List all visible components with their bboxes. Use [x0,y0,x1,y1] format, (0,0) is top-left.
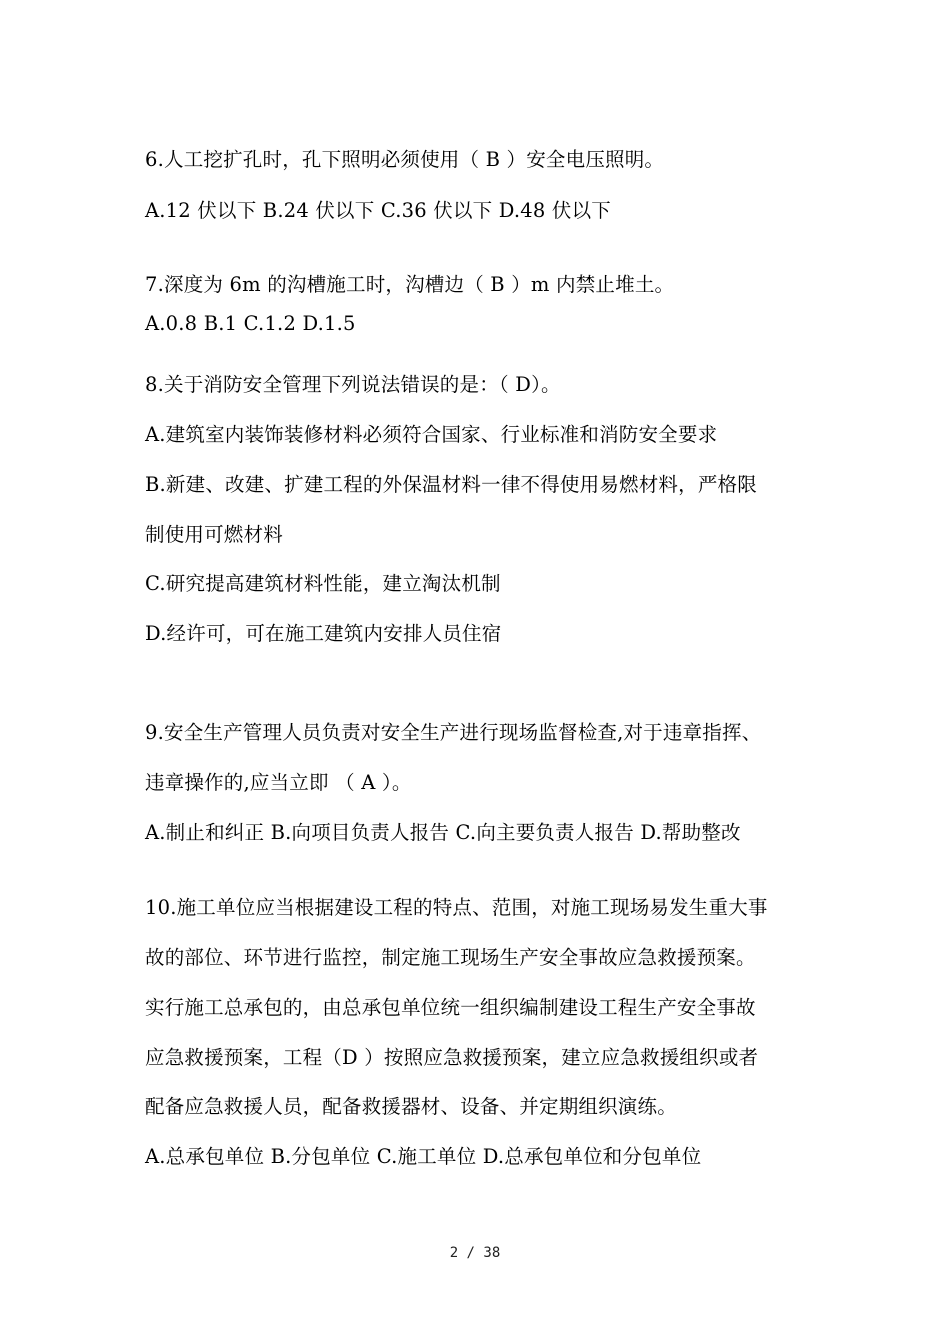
question-6-stem: 6.人工挖扩孔时，孔下照明必须使用（ B ）安全电压照明。 [145,148,665,171]
question-8-option-b-cont: 制使用可燃材料 [145,523,283,546]
question-10-stem-line-4: 应急救援预案，工程（D ）按照应急救援预案，建立应急救援组织或者 [145,1046,759,1069]
question-9-stem-line-1: 9.安全生产管理人员负责对安全生产进行现场监督检查,对于违章指挥、 [145,721,762,744]
question-10-stem-line-1: 10.施工单位应当根据建设工程的特点、范围，对施工现场易发生重大事 [145,896,768,919]
question-9-stem-line-2: 违章操作的,应当立即 （ A ）。 [145,771,412,794]
question-6-options: A.12 伏以下 B.24 伏以下 C.36 伏以下 D.48 伏以下 [145,199,612,222]
question-7-options: A.0.8 B.1 C.1.2 D.1.5 [145,312,356,335]
question-10-stem-line-5: 配备应急救援人员，配备救援器材、设备、并定期组织演练。 [145,1095,677,1118]
question-8-option-a: A.建筑室内装饰装修材料必须符合国家、行业标准和消防安全要求 [145,423,718,446]
question-10-options: A.总承包单位 B.分包单位 C.施工单位 D.总承包单位和分包单位 [145,1145,702,1168]
question-9-options: A.制止和纠正 B.向项目负责人报告 C.向主要负责人报告 D.帮助整改 [145,821,741,844]
question-8-option-d: D.经许可，可在施工建筑内安排人员住宿 [145,622,502,645]
question-10-stem-line-3: 实行施工总承包的，由总承包单位统一组织编制建设工程生产安全事故 [145,996,756,1019]
question-7-stem: 7.深度为 6m 的沟槽施工时，沟槽边（ B ）m 内禁止堆土。 [145,273,675,296]
question-10-stem-line-2: 故的部位、环节进行监控，制定施工现场生产安全事故应急救援预案。 [145,946,756,969]
question-8-option-b: B.新建、改建、扩建工程的外保温材料一律不得使用易燃材料，严格限 [145,473,757,496]
question-8-option-c: C.研究提高建筑材料性能，建立淘汰机制 [145,572,501,595]
question-8-stem: 8.关于消防安全管理下列说法错误的是：（ D）。 [145,373,561,396]
page-number: 2 / 38 [449,1245,501,1261]
